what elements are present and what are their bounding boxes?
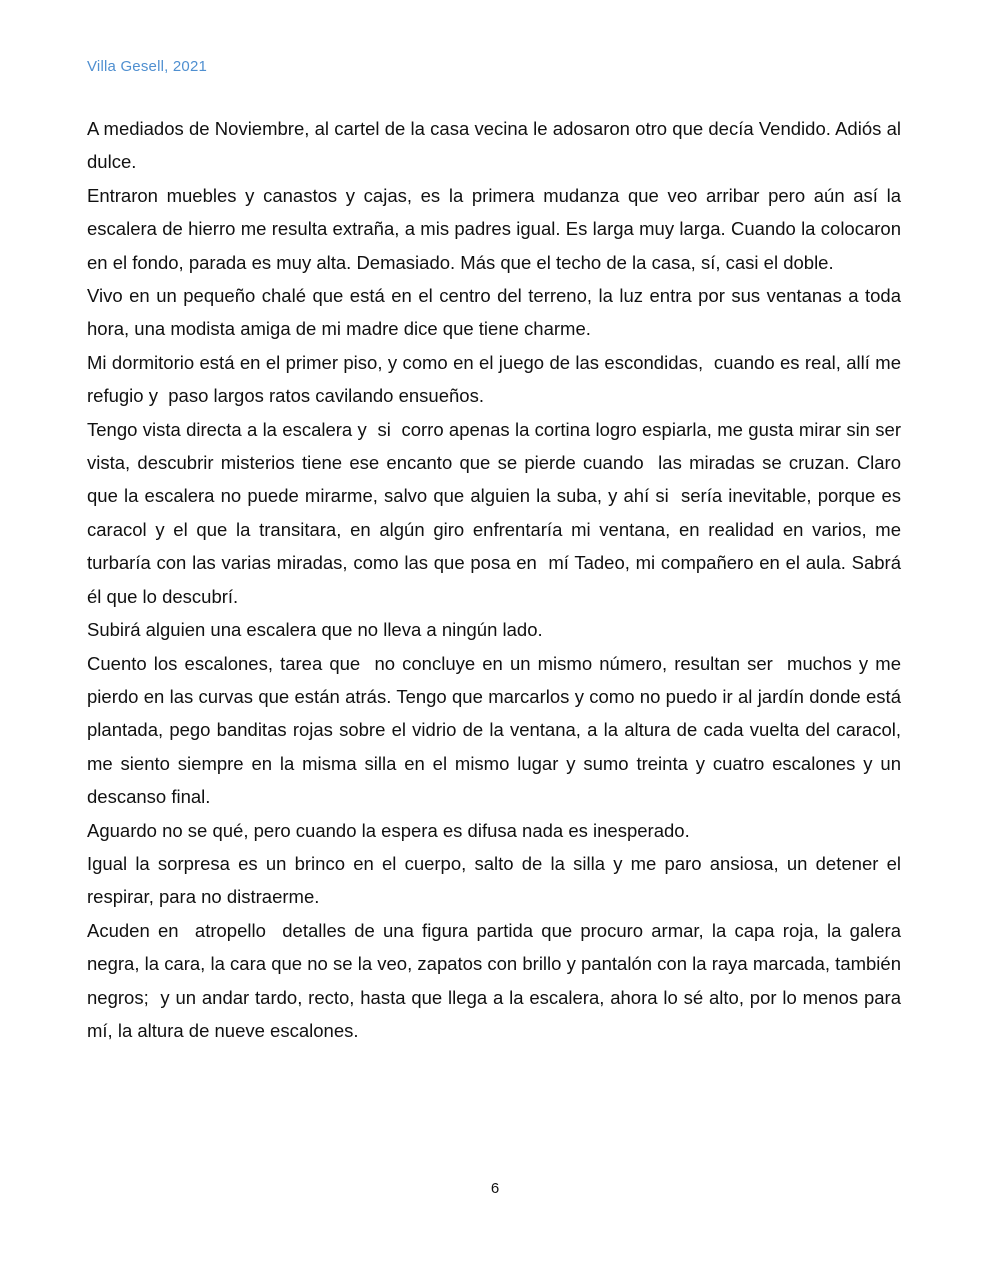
page-header: Villa Gesell, 2021 xyxy=(87,58,208,75)
paragraph: Entraron muebles y canastos y cajas, es la primera mudanza que veo arribar pero aún así la escalera de hierro me resulta extraña, a mis padres igual. Es larga muy larga. Cuando la colocaron en el fondo, parada es muy alta. Demasiado. Más que el techo de la casa, sí, casi el doble. xyxy=(87,184,907,273)
paragraph: Subirá alguien una escalera que no lleva a ningún lado. xyxy=(87,619,543,641)
paragraph: Vivo en un pequeño chalé que está en el centro del terreno, la luz entra por sus ventanas a toda hora, una modista amiga de mi madre dice que tiene charme. xyxy=(87,285,907,340)
paragraph: Acuden en atropello detalles de una figura partida que procuro armar, la capa roja, la galera negra, la cara, la cara que no se la veo, zapatos con brillo y pantalón con la raya marcada, también negros; y un andar tardo, recto, hasta que llega a la escalera, ahora lo sé alto, por lo menos para mí, la altura de nueve escalones. xyxy=(87,919,907,1041)
paragraph: Cuento los escalones, tarea que no concluye en un mismo número, resultan ser muchos y me pierdo en las curvas que están atrás. Tengo que marcarlos y como no puedo ir al jardín donde está plantada, pego banditas rojas sobre el vidrio de la ventana, a la altura de cada vuelta del caracol, me siento siempre en la misma silla en el mismo lugar y sumo treinta y cuatro escalones y un descanso final. xyxy=(87,652,907,808)
page-number: 6 xyxy=(490,1180,500,1197)
paragraph: Aguardo no se qué, pero cuando la espera es difusa nada es inesperado. xyxy=(87,819,690,841)
body-text xyxy=(87,112,912,1047)
paragraph: A mediados de Noviembre, al cartel de la casa vecina le adosaron otro que decía Vendido. Adiós al dulce. xyxy=(87,118,907,173)
paragraph: Igual la sorpresa es un brinco en el cuerpo, salto de la silla y me paro ansiosa, un detener el respirar, para no distraerme. xyxy=(87,852,907,908)
paragraph: Tengo vista directa a la escalera y si corro apenas la cortina logro espiarla, me gusta mirar sin ser vista, descubrir misterios tiene ese encanto que se pierde cuando las miradas se cruzan. Claro que la escalera no puede mirarme, salvo que alguien la suba, y ahí si sería inevitable, porque es caracol y el que la transitara, en algún giro enfrentaría mi ventana, en realidad en varios, me turbaría con las varias miradas, como las que posa en mí Tadeo, mi compañero en el aula. Sabrá él que lo descubrí. xyxy=(87,418,907,607)
paragraph: Mi dormitorio está en el primer piso, y como en el juego de las escondidas, cuando es real, allí me refugio y paso largos ratos cavilando ensueños. xyxy=(87,351,912,407)
